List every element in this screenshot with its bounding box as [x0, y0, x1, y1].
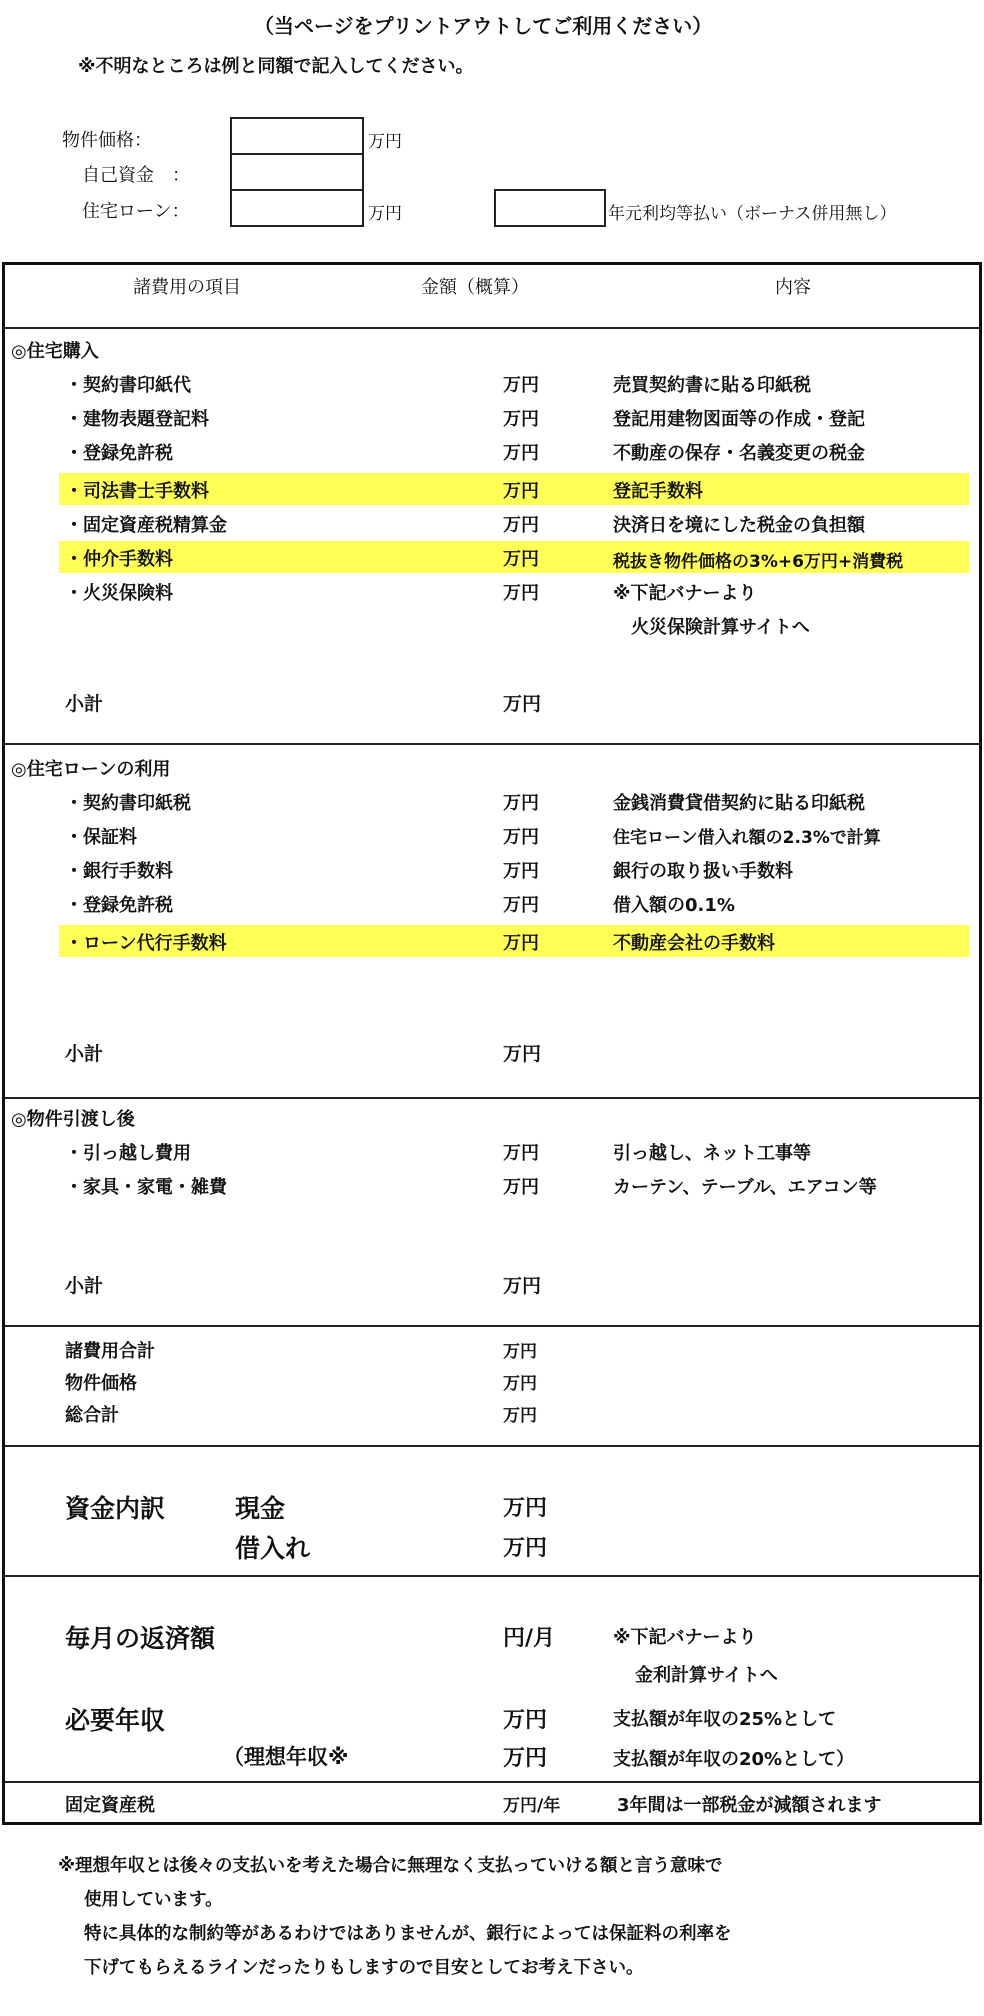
header-content: 内容	[775, 277, 811, 298]
row-unit: 万円	[503, 1177, 539, 1198]
row-desc: カーテン、テーブル、エアコン等	[613, 1177, 877, 1198]
subtotal-unit: 万円	[503, 1043, 542, 1065]
row-desc: 決済日を境にした税金の負担額	[613, 515, 865, 536]
header-amount: 金額（概算）	[421, 277, 529, 298]
rate-site-link-text: 金利計算サイトへ	[635, 1665, 778, 1686]
unknown-note: ※不明なところは例と同額で記入してください。	[78, 56, 474, 77]
required-income-unit: 万円	[503, 1708, 548, 1733]
row-desc: 登記用建物図面等の作成・登記	[613, 409, 865, 430]
cash-unit: 万円	[503, 1496, 548, 1521]
row-unit: 万円	[503, 583, 539, 604]
rate-desc: 年元利均等払い（ボーナス併用無し）	[608, 204, 897, 224]
monthly-repay-note: ※下記バナーより	[613, 1627, 757, 1648]
divider	[5, 1445, 979, 1447]
row-desc: 銀行の取り扱い手数料	[613, 861, 793, 882]
ideal-income-note: 支払額が年収の20%として）	[613, 1749, 855, 1770]
divider	[5, 1781, 979, 1783]
loan-unit: 万円	[368, 204, 402, 224]
row-unit: 万円	[503, 375, 539, 396]
row-item: ・契約書印紙代	[65, 375, 191, 396]
subtotal-label: 小計	[65, 1043, 104, 1065]
divider	[5, 743, 979, 745]
row-item: ・固定資産税精算金	[65, 515, 227, 536]
row-unit: 万円	[503, 895, 539, 916]
row-unit: 万円	[503, 481, 539, 502]
property-tax-unit: 万円/年	[503, 1796, 561, 1816]
row-item: ・家具・家電・雑費	[65, 1177, 227, 1198]
row-desc: 登記手数料	[613, 481, 703, 502]
subtotal-unit: 万円	[503, 693, 542, 715]
row-item: ・火災保険料	[65, 583, 173, 604]
monthly-repay-unit: 円/月	[503, 1626, 556, 1651]
required-income-note: 支払額が年収の25%として	[613, 1709, 837, 1730]
row-unit: 万円	[503, 793, 539, 814]
fees-total-unit: 万円	[503, 1342, 537, 1362]
own-funds-label: 自己資金 ：	[82, 165, 190, 186]
section-title-purchase: ◎住宅購入	[11, 341, 99, 362]
row-unit: 万円	[503, 409, 539, 430]
grand-total-unit: 万円	[503, 1406, 537, 1426]
section-title-after: ◎物件引渡し後	[11, 1109, 135, 1130]
ideal-income-label: （理想年収※	[223, 1745, 349, 1769]
row-desc: 借入額の0.1%	[613, 895, 735, 916]
funds-label: 資金内訳	[65, 1494, 166, 1523]
row-desc: 不動産会社の手数料	[613, 933, 775, 954]
required-income-label: 必要年収	[65, 1706, 166, 1735]
row-desc: 税抜き物件価格の3%+6万円+消費税	[613, 552, 904, 572]
row-desc: 金銭消費貸借契約に貼る印紙税	[613, 793, 865, 814]
divider	[5, 1097, 979, 1099]
fees-total-label: 諸費用合計	[65, 1341, 155, 1362]
row-unit: 万円	[503, 933, 539, 954]
row-item: ・仲介手数料	[65, 549, 173, 570]
divider	[5, 1325, 979, 1327]
footnote-line: ※理想年収とは後々の支払いを考えた場合に無理なく支払っていける額と言う意味で	[58, 1856, 723, 1876]
row-desc: 売買契約書に貼る印紙税	[613, 375, 811, 396]
header-item: 諸費用の項目	[133, 277, 241, 298]
row-item: ・ローン代行手数料	[65, 933, 227, 954]
row-desc: 不動産の保存・名義変更の税金	[613, 443, 865, 464]
row-unit: 万円	[503, 515, 539, 536]
row-item: ・建物表題登記料	[65, 409, 209, 430]
own-funds-input[interactable]	[230, 153, 364, 191]
loan-label: 住宅ローン：	[82, 201, 190, 222]
row-item: ・保証料	[65, 827, 137, 848]
property-tax-note: 3年間は一部税金が減額されます	[617, 1795, 882, 1816]
row-desc: 引っ越し、ネット工事等	[613, 1143, 811, 1164]
borrow-unit: 万円	[503, 1536, 548, 1561]
price-unit: 万円	[368, 132, 402, 152]
property-price-label: 物件価格	[65, 1373, 137, 1394]
row-unit: 万円	[503, 443, 539, 464]
footnote-line: 下げてもらえるラインだったりもしますので目安としてお考え下さい。	[84, 1958, 644, 1978]
subtotal-label: 小計	[65, 1275, 104, 1297]
row-item: ・司法書士手数料	[65, 481, 209, 502]
cash-label: 現金	[235, 1494, 286, 1523]
row-item: ・引っ越し費用	[65, 1143, 191, 1164]
property-price-unit: 万円	[503, 1374, 537, 1394]
print-note: （当ページをプリントアウトしてご利用ください）	[254, 14, 713, 38]
price-label: 物件価格：	[62, 130, 152, 151]
row-unit: 万円	[503, 861, 539, 882]
row-item: ・銀行手数料	[65, 861, 173, 882]
footnote-line: 使用しています。	[84, 1890, 223, 1910]
row-unit: 万円	[503, 827, 539, 848]
price-input[interactable]	[230, 117, 364, 155]
rate-input[interactable]	[494, 189, 606, 227]
row-item: ・登録免許税	[65, 443, 173, 464]
cost-table	[2, 262, 982, 1825]
borrow-label: 借入れ	[235, 1534, 311, 1563]
fire-insurance-link-text: 火災保険計算サイトへ	[631, 617, 810, 638]
ideal-income-unit: 万円	[503, 1746, 548, 1771]
row-unit: 万円	[503, 1143, 539, 1164]
property-tax-label: 固定資産税	[65, 1795, 155, 1816]
row-desc: 住宅ローン借入れ額の2.3%で計算	[613, 828, 881, 848]
row-item: ・契約書印紙税	[65, 793, 191, 814]
section-title-loan: ◎住宅ローンの利用	[11, 759, 171, 780]
monthly-repay-label: 毎月の返済額	[65, 1624, 216, 1653]
loan-input[interactable]	[230, 189, 364, 227]
row-unit: 万円	[503, 549, 539, 570]
footnote-line: 特に具体的な制約等があるわけではありませんが、銀行によっては保証料の利率を	[84, 1924, 732, 1944]
divider	[5, 1575, 979, 1577]
grand-total-label: 総合計	[65, 1405, 119, 1426]
row-desc: ※下記バナーより	[613, 583, 757, 604]
subtotal-unit: 万円	[503, 1275, 542, 1297]
row-item: ・登録免許税	[65, 895, 173, 916]
subtotal-label: 小計	[65, 693, 104, 715]
divider	[5, 327, 979, 329]
